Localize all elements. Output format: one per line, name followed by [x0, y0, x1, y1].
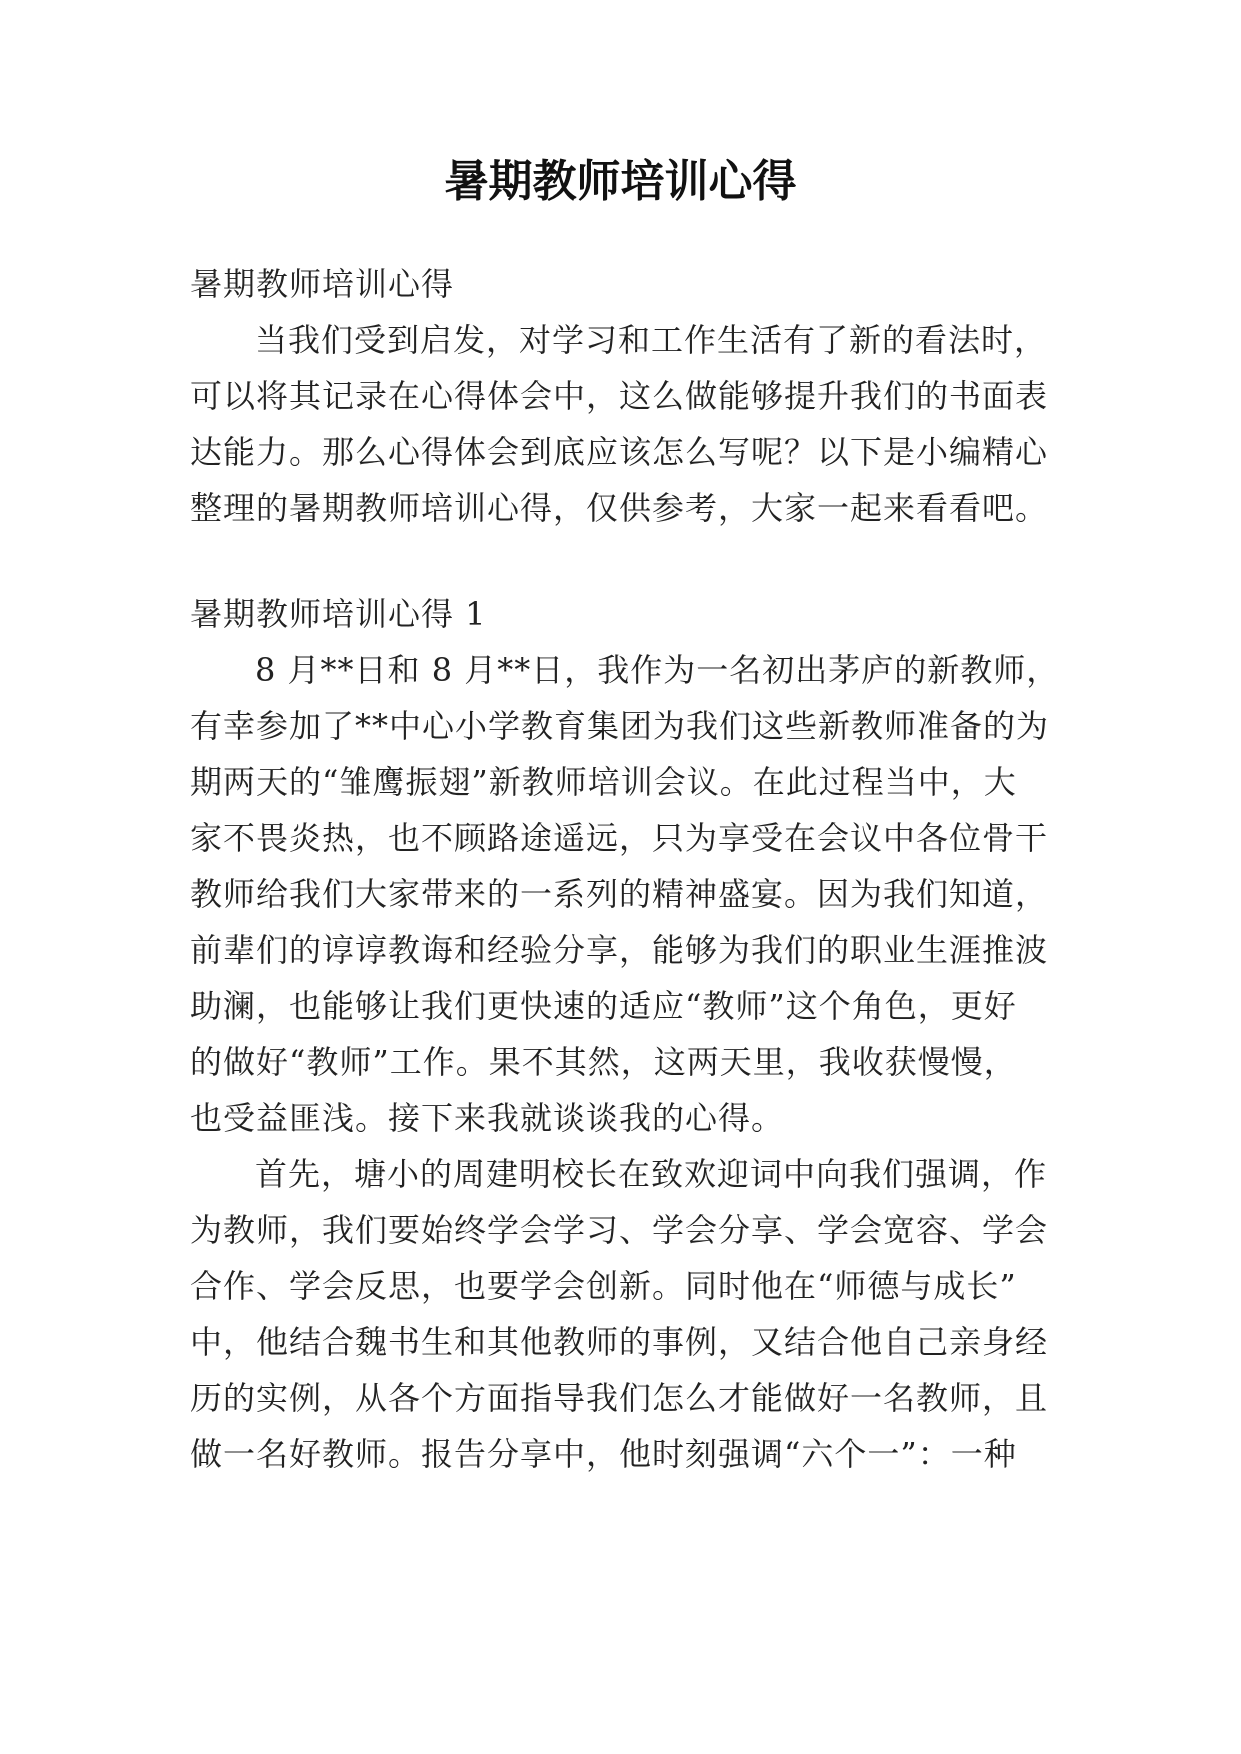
paragraph-line: 的做好“教师”工作。果不其然，这两天里，我收获慢慢， — [190, 1043, 1017, 1081]
intro-line: 达能力。那么心得体会到底应该怎么写呢？以下是小编精心 — [190, 433, 1049, 471]
paragraph-line: 也受益匪浅。接下来我就谈谈我的心得。 — [190, 1099, 785, 1137]
paragraph-line: 中，他结合魏书生和其他教师的事例，又结合他自己亲身经 — [190, 1323, 1049, 1361]
paragraph-line: 助澜，也能够让我们更快速的适应“教师”这个角色，更好 — [190, 987, 1017, 1025]
paragraph-line: 首先，塘小的周建明校长在致欢迎词中向我们强调，作 — [255, 1155, 1048, 1193]
paragraph-line: 家不畏炎热，也不顾路途遥远，只为享受在会议中各位骨干 — [190, 819, 1049, 857]
paragraph-line: 有幸参加了**中心小学教育集团为我们这些新教师准备的为 — [190, 707, 1050, 745]
paragraph-line: 前辈们的谆谆教诲和经验分享，能够为我们的职业生涯推波 — [190, 931, 1049, 969]
section-heading: 暑期教师培训心得 1 — [190, 595, 487, 633]
paragraph-line: 8 月**日和 8 月**日，我作为一名初出茅庐的新教师， — [255, 651, 1060, 689]
paragraph-line: 期两天的“雏鹰振翅”新教师培训会议。在此过程当中，大 — [190, 763, 1017, 801]
document-subtitle: 暑期教师培训心得 — [190, 265, 455, 303]
paragraph-line: 教师给我们大家带来的一系列的精神盛宴。因为我们知道， — [190, 875, 1049, 913]
document-title: 暑期教师培训心得 — [444, 156, 797, 207]
intro-line: 可以将其记录在心得体会中，这么做能够提升我们的书面表 — [190, 377, 1049, 415]
paragraph-line: 为教师，我们要始终学会学习、学会分享、学会宽容、学会 — [190, 1211, 1049, 1249]
paragraph-line: 历的实例，从各个方面指导我们怎么才能做好一名教师，且 — [190, 1379, 1049, 1417]
paragraph-line: 做一名好教师。报告分享中，他时刻强调“六个一”：一种 — [190, 1435, 1017, 1473]
paragraph-line: 合作、学会反思，也要学会创新。同时他在“师德与成长” — [190, 1267, 1017, 1305]
intro-line: 当我们受到启发，对学习和工作生活有了新的看法时， — [255, 321, 1048, 359]
intro-line: 整理的暑期教师培训心得，仅供参考，大家一起来看看吧。 — [190, 489, 1049, 527]
